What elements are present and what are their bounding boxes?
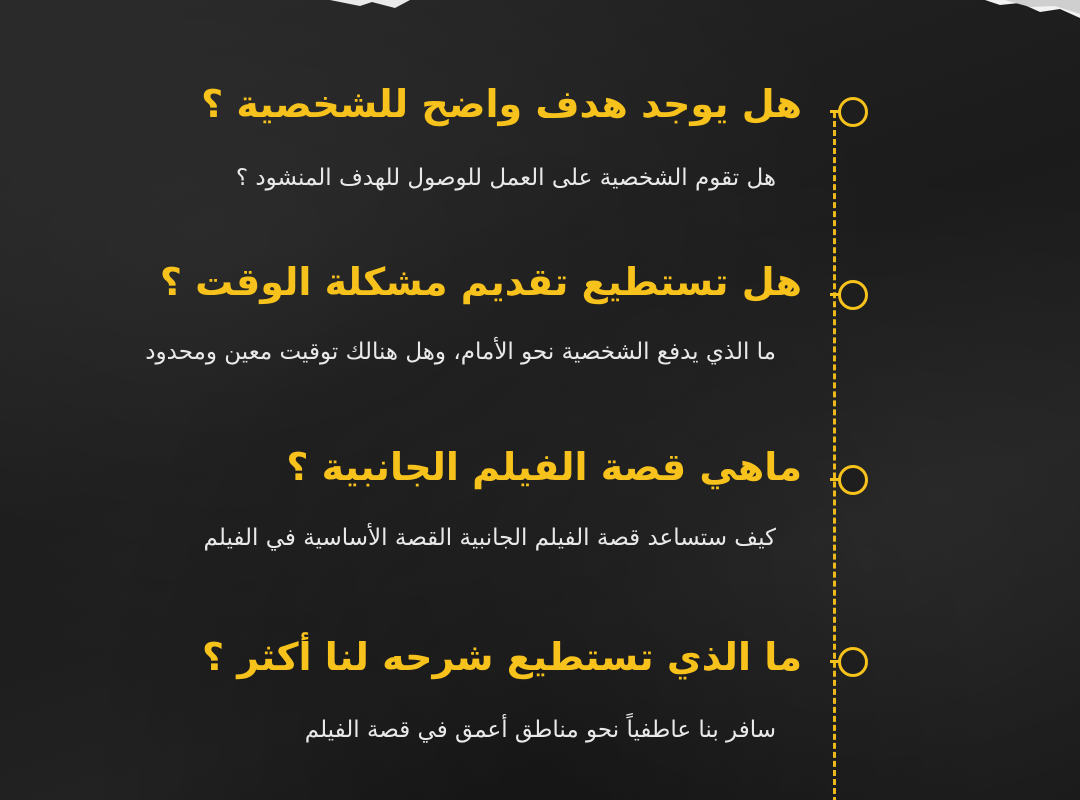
timeline-node-circle: [838, 97, 868, 127]
question-description: سافر بنا عاطفياً نحو مناطق أعمق في قصة الفيلم: [304, 717, 776, 743]
timeline-line: [833, 112, 836, 800]
question-description: ما الذي يدفع الشخصية نحو الأمام، وهل هنالك توقيت معين ومحدود: [145, 339, 776, 365]
question-description: هل تقوم الشخصية على العمل للوصول للهدف المنشود ؟: [235, 165, 776, 191]
timeline-node-circle: [838, 280, 868, 310]
question-title: هل تستطيع تقديم مشكلة الوقت ؟: [159, 260, 802, 304]
torn-paper-edge: [0, 0, 1080, 40]
timeline-node-circle: [838, 465, 868, 495]
question-title: هل يوجد هدف واضح للشخصية ؟: [201, 82, 802, 126]
timeline-node-circle: [838, 647, 868, 677]
question-title: ماهي قصة الفيلم الجانبية ؟: [286, 445, 802, 489]
question-description: كيف ستساعد قصة الفيلم الجانبية القصة الأساسية في الفيلم: [203, 525, 776, 551]
question-title: ما الذي تستطيع شرحه لنا أكثر ؟: [202, 635, 802, 679]
